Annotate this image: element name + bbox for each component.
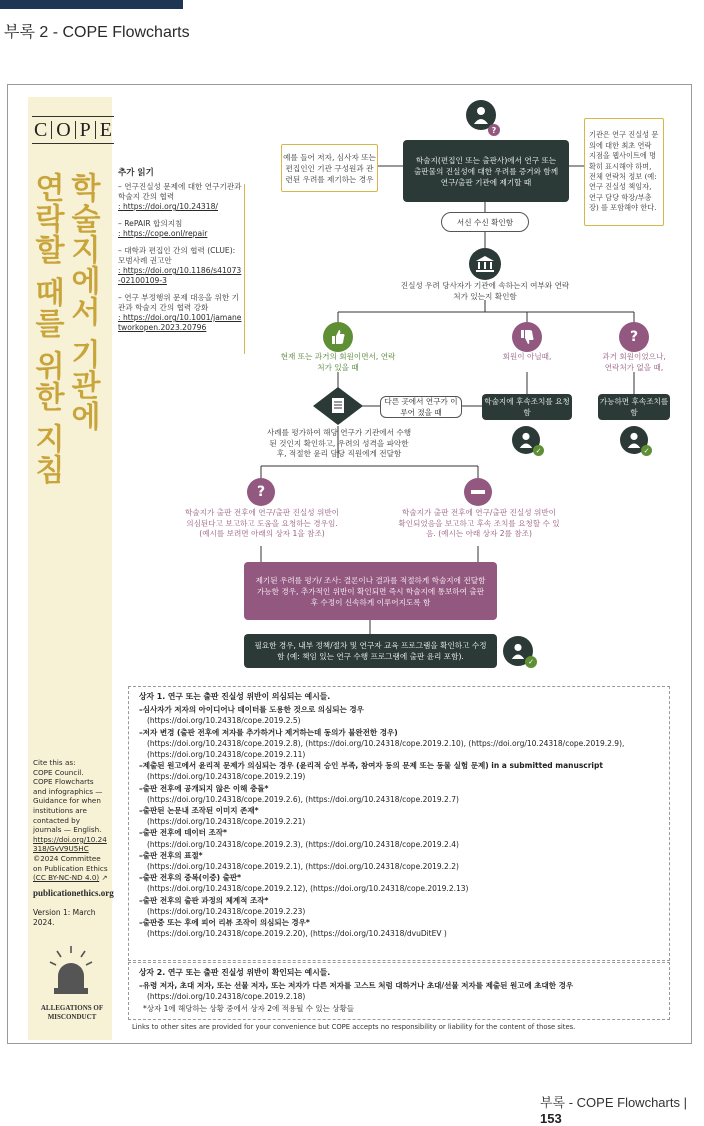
list-item: –유령 저자, 초대 저자, 또는 선물 저자, 또는 저자가 다른 저자를 고스트 처럼 대하거나 초대/선물 저자를 제출된 원고에 초대한 경우 (https://doi.org/10.24318/cope.2019.2.18)	[139, 981, 574, 1002]
list-item: –출판된 논문내 조작된 이미지 존재* (https://doi.org/10.24318/cope.2019.2.21)	[139, 806, 306, 827]
thumbs-down-icon	[512, 322, 542, 352]
box2-note: *상자 1에 해당하는 상황 중에서 상자 2에 적용될 수 있는 상황들	[143, 1003, 355, 1013]
top-left-note: 예를 들어 저자, 심사자 또는 편집인인 기관 구성원과 관련된 우려를 제기하는 경우	[281, 144, 378, 192]
license-link[interactable]: (CC BY-NC-ND 4.0)	[33, 873, 100, 883]
alarm-icon	[48, 944, 94, 1000]
membership-check-text: 진실성 우려 당사자가 기관에 속하는지 여부와 연락처가 있는지 확인함	[400, 281, 570, 301]
footer-text: 부록 - COPE Flowcharts |	[540, 1095, 687, 1110]
page-number: 153	[540, 1111, 562, 1126]
reading-link[interactable]: : https://doi.org/10.1186/s41073-02100109-3	[118, 266, 242, 285]
receipt-acknowledged-pill: 서신 수신 확인함	[441, 212, 529, 232]
list-item: –제출된 원고에서 윤리적 문제가 의심되는 경우 (윤리적 승인 부족, 참여자 동의 문제 또는 동물 실험 문제) in a submitted manuscript (https://doi.org/10.24318/cope.2019.2.19)	[139, 761, 603, 782]
question-badge-icon: ?	[488, 124, 500, 136]
suspected-breach-text: 학술지가 출판 전후에 연구/출판 진실성 위반이 의심된다고 보고하고 도움을 요청하는 경우임. (예시를 보려면 아래의 상자 1을 참조)	[184, 508, 339, 538]
box2-title: 상자 2. 연구 또는 출판 진실성 위반이 확인되는 예시들.	[139, 968, 331, 977]
logo-letter-p: P	[79, 118, 91, 141]
reading-item: – 연구 부정행위 문제 대응을 위한 기관과 학술지 간의 협력 강화 : https://doi.org/10.1001/jamanetworkopen.2023.20796	[118, 293, 242, 332]
branch-no-contact-text: 과거 회원이었으나, 연락처가 없을 때,	[602, 352, 666, 372]
check-badge-icon: ✓	[641, 445, 652, 456]
check-badge-icon: ✓	[525, 656, 537, 668]
list-item: –저자 변경 (출판 전후에 저자를 추가하거나 제거하는데 동의가 불완전한 경우) (https://doi.org/10.24318/cope.2019.2.8), (https://doi.org/10.24318/cope.2019.2.10), (https://doi.org/10.24318/cope.2019.2.9), (https://doi.org/10.24318/cope.2019.2.11)	[139, 727, 625, 760]
branch-non-member-text: 회원이 아닐때,	[502, 352, 552, 361]
check-badge-icon: ✓	[533, 445, 544, 456]
box1-suspected-examples	[128, 686, 670, 961]
list-item: –출판 전후의 중복(이중) 출판* (https://doi.org/10.24318/cope.2019.2.12), (https://doi.org/10.24318/cope.2019.2.13)	[139, 873, 469, 894]
reading-item: – RePAIR 합의지침 : https://cope.onl/repair	[118, 219, 208, 238]
list-item: –출판 전후의 표절* (https://doi.org/10.24318/cope.2019.2.1), (https://doi.org/10.24318/cope.2019.2.2)	[139, 850, 459, 872]
logo-letter-o: O	[56, 118, 71, 141]
investigate-concerns-box: 제기된 우려를 평가/ 조사: 결론이나 결과를 적절하게 학술지에 전달함 가능한 경우, 추가적인 위반이 확인되면 즉시 학술지에 통보하여 출판 후 수정이 신속하게 이루어지도록 함	[244, 562, 497, 620]
external-link-icon: ↗	[101, 873, 108, 883]
reading-link[interactable]: : https://doi.org/10.1001/jamanetworkopen.2023.20796	[118, 313, 242, 332]
branch-member-text: 현재 또는 과거의 회원이면서, 연락처가 있을 때	[280, 352, 396, 372]
citation-block: Cite this as: COPE Council. COPE Flowcharts and infographics — Guidance for when institutions are contacted by journals — English. https://doi.org/10.24318/GvV9U5HC ©2024 Committee on Publication Ethics (CC BY-NC-ND 4.0) ↗	[33, 758, 111, 883]
allegations-label: ALLEGATIONS OF MISCONDUCT	[40, 1004, 104, 1021]
question-icon: ?	[619, 322, 649, 352]
list-item: –출판 전후에 데이터 조작* (https://doi.org/10.24318/cope.2019.2.3), (https://doi.org/10.24318/cope.2019.2.4)	[139, 828, 459, 849]
decision-diamond	[312, 386, 364, 426]
research-elsewhere-box: 다른 곳에서 연구가 이루어 졌을 때	[380, 396, 462, 418]
reading-item: – 대학과 편집인 간의 협력 (CLUE): 모범사례 권고안 : https://doi.org/10.1186/s41073-02100109-3	[118, 246, 242, 285]
logo-letter-c: C	[33, 118, 48, 141]
citation-doi-link[interactable]: https://doi.org/10.24318/GvV9U5HC	[33, 834, 107, 854]
further-reading-title: 추가 읽기	[118, 168, 154, 178]
disclaimer-text: Links to other sites are provided for your convenience but COPE accepts no responsibility or liability for the content of those sites.	[132, 1023, 576, 1031]
journal-raises-concern-box: 학술지(편집인 또는 출판사)에서 연구 또는 출판물의 진실성에 대한 우려를 증거와 함께 연구/출판 기관에 제기할 때	[403, 140, 569, 202]
list-item: –출판중 또는 후에 피어 리뷰 조작이 의심되는 경우* (https://doi.org/10.24318/cope.2019.2.20), (https://doi.org/10.24318/dvuDitEV )	[139, 918, 447, 939]
page-footer	[540, 1092, 704, 1126]
list-item: –심사자가 저자의 아이디어나 데이터를 도용한 것으로 의심되는 경우 (https://doi.org/10.24318/cope.2019.2.5)	[139, 705, 364, 726]
list-item: –출판 전후에 공개되지 않은 이해 충돌* (https://doi.org/10.24318/cope.2019.2.6), (https://doi.org/10.24318/cope.2019.2.7)	[139, 783, 459, 804]
reading-link[interactable]: : https://doi.org/10.24318/	[118, 202, 218, 211]
contact-point-note: 기관은 연구 진실성 문의에 대한 최초 연락 지점을 웹사이트에 명확히 표시해야 하며, 전체 연락처 정보 (예: 연구 진실성 책임자, 연구 담당 학장/부총장) 를 포함해야 한다.	[584, 118, 664, 226]
vertical-title-line1: 학술지에서 기관에	[65, 172, 100, 432]
confirmed-breach-text: 학술지가 출판 전후에 연구/출판 진실성 위반이 확인되었음을 보고하고 후속 조치를 요청할 수 있음. (예시는 아래 상자 2를 참조)	[398, 508, 560, 538]
box2-confirmed-examples	[128, 962, 670, 1020]
list-item: –출판 전후의 출판 과정의 체계적 조작* (https://doi.org/10.24318/cope.2019.2.23)	[139, 895, 306, 916]
assess-case-text: 사례를 평가하여 해당 연구가 기관에서 수행된 것인지 확인하고, 우려의 성격을 파악한 후, 적절한 윤리 담당 직원에게 전달함	[266, 428, 412, 458]
reading-link[interactable]: : https://cope.onl/repair	[118, 229, 208, 238]
reading-item: – 연구진실성 문제에 대한 연구기관과 학술지 간의 협력 : https://doi.org/10.24318/	[118, 182, 242, 211]
follow-up-if-possible-box: 가능하면 후속조치를 함	[598, 394, 670, 420]
vertical-title-line2: 연락할 때를 위한 지침	[29, 172, 64, 486]
minus-icon	[464, 478, 492, 506]
institution-icon	[469, 248, 501, 280]
version-text: Version 1: March 2024.	[33, 908, 96, 927]
question-icon: ?	[247, 478, 275, 506]
advise-journal-box: 학술지에 후속조치를 요청함	[482, 394, 572, 420]
logo-letter-e: E	[99, 118, 112, 141]
thumbs-up-icon	[323, 322, 353, 352]
page-header-title: 부록 2 - COPE Flowcharts	[4, 24, 190, 41]
publication-ethics-site[interactable]: publicationethics.org	[33, 888, 114, 898]
box1-title: 상자 1. 연구 또는 출판 진실성 위반이 의심되는 예시들.	[139, 692, 331, 701]
review-policy-box: 필요한 경우, 내부 정책/절차 및 연구자 교육 프로그램을 확인하고 수정함 (예: 책임 있는 연구 수행 프로그램에 출판 윤리 포함).	[244, 634, 497, 668]
